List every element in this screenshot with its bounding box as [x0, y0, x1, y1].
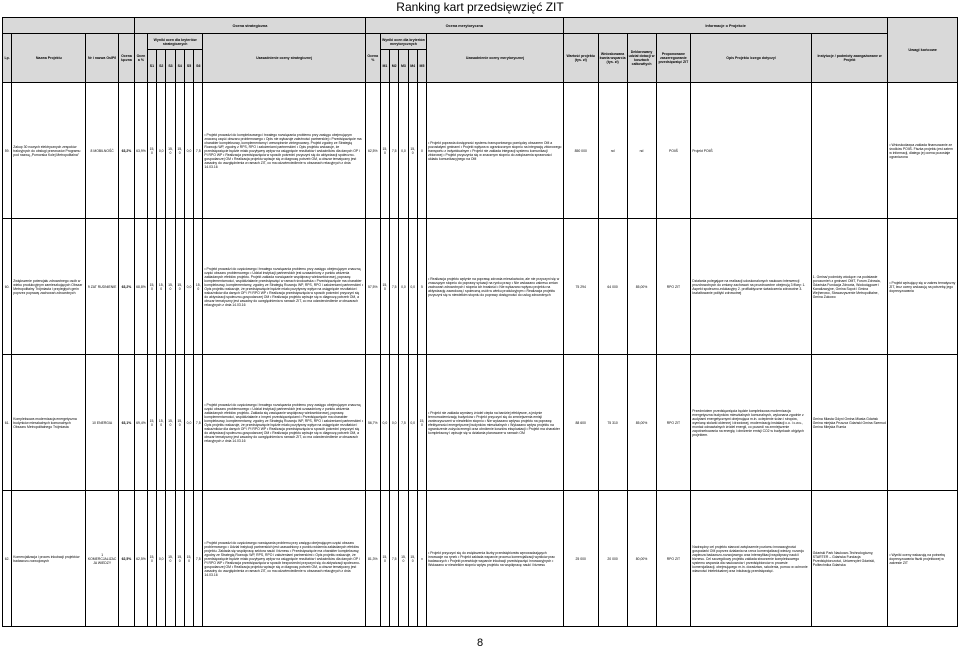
cell-s5: 0,0: [184, 219, 193, 355]
cell-s1: 15,0: [147, 355, 156, 491]
cell-m-justify: • Projekt poprawia dostępność systemu transportowego pomiędzy obszarem OM a pozostałymi gminami • Projekt wpływa w ograniczonym stopniu na integrację zbiorowego transportu z indywidualnym • Projekt nie zakłada integracji systemu komunikacji zbiorowej • Projekt przyczynia się w znacznym stopniu do zwiększenia sprawności układu komunikacyjnego na OM: [427, 83, 564, 219]
col-priority: Proponowane zaszeregowanie przedsięwzięć ZIT: [656, 34, 691, 83]
cell-share: nd: [627, 83, 656, 219]
cell-institutions: 1. Gmina/ podmioty wiodące: na podstawie porozumień z gminami OMT, Forum Zdrowia, Gdańska Fundacja Zdrowia, Wodociągowe i Kanalizacyjne, Gmina Sopot i Gmina Wejherowo, Stowarzyszenie Metropolitalne, Gmina Żukowo: [811, 219, 888, 355]
col-s6: S6: [194, 50, 203, 83]
cell-total: 63,1%: [118, 355, 134, 491]
table-body: [3, 83, 958, 627]
col-s2: S2: [157, 50, 166, 83]
col-applicant: Nr i nazwa OsIP/I: [86, 34, 118, 83]
cell-requested: 75 310: [598, 355, 627, 491]
group-empty: [3, 18, 135, 34]
cell-m3: 0,0: [399, 83, 408, 219]
col-m-score: Ocena %: [365, 34, 380, 83]
cell-m1: 15,0: [380, 83, 389, 219]
cell-m1: 15,0: [380, 491, 389, 627]
cell-share: 85,00%: [627, 355, 656, 491]
cell-s1: 15,0: [147, 219, 156, 355]
cell-s-score: 62,5%: [135, 491, 148, 627]
cell-institutions: [811, 83, 888, 219]
col-m2: M2: [390, 50, 399, 83]
cell-m-justify: • Projekt nie zakłada wymiany źródeł ciepła na bardziej efektywne, a jedynie termomodernizację budynków • Projekt przyczyni się do zmniejszenia emisji zanieczyszczeń w niewielkim stopniu • Nie wykazano wpływu projektu na poprawę efektywności energetycznej budynków mieszkalnych • Wykazano wpływ projektu na ograniczenie zużycia energii oraz obniżenie kosztów eksploatacji • Projekt ma charakter kompleksowy i wpisuje się w działania planowane w ramach OM: [427, 355, 564, 491]
cell-applicant: 10 ENERGIA: [86, 355, 118, 491]
cell-requested: nd: [598, 83, 627, 219]
cell-s2: 15,0: [157, 219, 166, 355]
cell-m4: 0,0: [408, 219, 417, 355]
cell-value: 75 294: [563, 219, 598, 355]
cell-desc: Działania polegające na realizacji udoskonalonych naukowo interwencji prozdrowotnych do zmiany zachowań na prozdrowotne obejmują 3 filary: 1. Aspekt społeczno-edukacyjny 2. profilaktyczne świadczenia zdrowotne 3. kształtowanie polityki zdrowotnej: [691, 219, 812, 355]
group-merit: Ocena merytoryczna: [365, 18, 563, 34]
cell-m2: 0,0: [390, 355, 399, 491]
cell-desc: Projekt POIiŚ: [691, 83, 812, 219]
cell-s-justify: • Projekt prowadzi do kompleksowego i trwałego rozwiązania problemu przy zasięgu obejmującym znaczną część obszaru problemowego • Opis nie wykazuje zależności partnerskiej • Przedsięwzięcie ma charakter kompleksowy, komplementarny i wewnętrznie zintegrowany. Projekt zgodny ze Strategią Rozwoju WP, zgodny z RPS, RPO i założeniami partnerskimi • Opis projektu wskazuje, że przedsięwzięcie będzie miało pozytywny wpływ na osiągnięcie rezultatów i wskaźników dla danych OP i PI RPO WP • Realizacja przedsięwzięcia w sposób pośredni przyczyni się do aktywizacji społeczno-gospodarczej OM • Realizacja projektu wpisuje się w diagnozę potrzeb OM, a obszar tematyczny jest zasadny do uwzględnienia w ramach ZIT, co ma odzwierciedlenie w obszarach relacyjnych z dnia 14.03.16: [203, 83, 365, 219]
col-s5: S5: [184, 50, 193, 83]
cell-m1: 0,0: [380, 355, 389, 491]
cell-lp: 61.: [3, 355, 12, 491]
cell-s3: 15,0: [166, 83, 175, 219]
group-info: Informacje o Projekcie: [563, 18, 887, 34]
col-requested: Wnioskowana kwota wsparcia (tys. zł): [598, 34, 627, 83]
cell-s2: 0,0: [157, 491, 166, 627]
cell-s2: 15,0: [157, 355, 166, 491]
ranking-table: [2, 17, 958, 627]
col-value: Wartość projektu (tys. zł): [563, 34, 598, 83]
cell-s4: 15,0: [175, 83, 184, 219]
cell-s3: 15,0: [166, 355, 175, 491]
cell-institutions: Gdański Park Naukowo-Technologiczny, STARTER – Gdańska Fundacja Przedsiębiorczości, Uniwersytet Gdański, Politechnika Gdańska: [811, 491, 888, 627]
cell-m-score: 62,5%: [365, 83, 380, 219]
cell-s3: 15,0: [166, 491, 175, 627]
cell-project-name: Kompleksowa modernizacja energetyczna budynków mieszkalnych komunalnych Obszaru Metropolitalnego Trójmiasta: [12, 355, 86, 491]
col-total: Ocena łączna: [118, 34, 134, 83]
col-s1: S1: [147, 50, 156, 83]
cell-share: 85,00%: [627, 219, 656, 355]
cell-s6: 15,0: [194, 219, 203, 355]
cell-desc: Przedmiotem przedsięwzięcia będzie kompleksowa modernizacja energetyczna budynków mieszkalnych komunalnych, wykonana zgodnie z audytami energetycznymi obejmująca m.in. ocieplenie ścian i stropów, wymianę stolarki okiennej i drzwiowej, modernizację instalacji c.o. i c.w.u., montaż odnawialnych źródeł energii, co pozwoli na zmniejszenie zapotrzebowania na energię i obniżenie emisji CO2 w budynkach objętych projektem.: [691, 355, 812, 491]
cell-s5: 0,0: [184, 83, 193, 219]
cell-applicant: 9 ZAT RUDNIENIE: [86, 219, 118, 355]
col-lp: Lp.: [3, 34, 12, 83]
cell-priority: RPO ZIT: [656, 491, 691, 627]
col-m1: M1: [380, 50, 389, 83]
page-title: Ranking kart przedsięwzięć ZIT: [396, 0, 564, 14]
cell-project-name: Zakup 30 nowych elektrycznych zespołów trakcyjnych do obsługi przewozów Programu pod nazwą „Pomorska Kolej Metropolitalna”: [12, 83, 86, 219]
col-s-results: Wyniki ocen dla kryteriów strategicznych: [147, 34, 203, 50]
cell-s-score: 63,9%: [135, 83, 148, 219]
cell-m3: 0,0: [399, 219, 408, 355]
cell-m5: x: [417, 491, 426, 627]
table-row: [3, 83, 958, 219]
cell-m2: 7,5: [390, 491, 399, 627]
cell-m3: 15,0: [399, 491, 408, 627]
cell-m-score: 56,7%: [365, 355, 380, 491]
cell-value: 88 600: [563, 355, 598, 491]
col-m4: M4: [408, 50, 417, 83]
cell-priority: RPO ZIT: [656, 219, 691, 355]
cell-lp: 59.: [3, 83, 12, 219]
cell-m5: 0: [417, 83, 426, 219]
cell-s-justify: • Projekt prowadzi do częściowego i trwałego rozwiązania problemu przy zasięgu obejmującym znaczną część obszaru problemowego • Udział instytucji partnerskich jest uzasadniony z punktu widzenia zakładanych efektów projektu. Projekt zakłada rozwiązanie współpracy wielosektorowej, poprawę komplementarności, współdziałanie przedsięwzięć w ramach środowiska • Przedsięwzięcie ma charakter kompleksowy, komplementarny, zgodny ze Strategią Rozwoju WP, RPS, RPO i założeniami partnerskimi • Opis projektu wskazuje, że przedsięwzięcie będzie miało pozytywny wpływ na osiągnięcie rezultatów i wskaźników dla danych OP i PI RPO WP • Realizacja przedsięwzięcia w sposób pośredni przyczyni się do aktywizacji społeczno-gospodarczej OM • Realizacja projektu wpisuje się w diagnozę potrzeb OM, a obszar tematyczny jest zasadny do uwzględnienia w ramach ZIT, co ma odzwierciedlenie w obszarach relacyjnych z dnia 14.03.16: [203, 219, 365, 355]
cell-priority: POIiŚ: [656, 83, 691, 219]
cell-s1: 15,0: [147, 83, 156, 219]
cell-project-name: Komercjalizacja i proces inkubacji projektów badawczo-rozwojowych: [12, 491, 86, 627]
col-s-justify: Uzasadnienie oceny strategicznej: [203, 34, 365, 83]
cell-value: 850 000: [563, 83, 598, 219]
col-m5: M5: [417, 50, 426, 83]
cell-s3: 15,0: [166, 219, 175, 355]
cell-s5: 15,0: [184, 491, 193, 627]
cell-remarks: [888, 355, 958, 491]
cell-requested: 20 000: [598, 491, 627, 627]
table-row: [3, 491, 958, 627]
col-s3: S3: [166, 50, 175, 83]
cell-m5: 5: [417, 219, 426, 355]
cell-m-justify: • Projekt przyczyni się do zwiększenia liczby przedsiębiorstw wprowadzających innowacje na rynek • Projekt zakłada wsparcie procesu komercjalizacji wyników prac badawczych • Projekt przewiduje wsparcie inkubacji przedsięwzięć innowacyjnych • Wskazano w niewielkim stopniu wpływ projektu na współpracę nauki i biznesu: [427, 491, 564, 627]
cell-total: 63,2%: [118, 83, 134, 219]
cell-s-score: 69,4%: [135, 355, 148, 491]
cell-m5: 15,0: [417, 355, 426, 491]
cell-priority: RPO ZIT: [656, 355, 691, 491]
cell-m-score: 57,5%: [365, 219, 380, 355]
cell-m-score: 81,3%: [365, 491, 380, 627]
cell-remarks: • Wyniki oceny wskazują na potrzebę doprecyzowania fiszki projektowej w zakresie ZIT: [888, 491, 958, 627]
cell-m2: 7,5: [390, 219, 399, 355]
cell-s2: 0,0: [157, 83, 166, 219]
cell-requested: 64 000: [598, 219, 627, 355]
cell-s5: 0,0: [184, 355, 193, 491]
cell-s1: 15,0: [147, 491, 156, 627]
cell-s-justify: • Projekt prowadzi do częściowego rozwiązania problemu przy zasięgu obejmującym część obszaru problemowego • Udział instytucji partnerskich jest uzasadniony z punktu widzenia zakładanych efektów projektu. Zakłada się współpracę sektora nauki i biznesu • Przedsięwzięcie ma charakter kompleksowy, zgodny ze Strategią Rozwoju WP, RPS, RPO i założeniami partnerskimi • Opis projektu wskazuje, że przedsięwzięcie będzie miało pozytywny wpływ na osiągnięcie rezultatów i wskaźników dla danych OP i PI RPO WP • Realizacja przedsięwzięcia w sposób bezpośredni przyczyni się do aktywizacji społeczno-gospodarczej OM • Realizacja projektu wpisuje się w diagnozę potrzeb OM, a obszar tematyczny jest zasadny do uwzględnienia w ramach ZIT, co ma odzwierciedlenie w obszarach relacyjnych z dnia 14.03.16: [203, 491, 365, 627]
cell-applicant: 8 MOBILNOŚĆ: [86, 83, 118, 219]
col-institutions: Instytucje / podmioty zaangażowane w Projekt: [811, 34, 888, 83]
col-s4: S4: [175, 50, 184, 83]
cell-lp: 60.: [3, 219, 12, 355]
cell-remarks: • Wnioskodawca zakłada finansowanie ze środków POIiŚ. Fiszka projektu jest zatem w informacji, dlatego jej ocena pozostaje ograniczona: [888, 83, 958, 219]
cell-s6: 7,5: [194, 83, 203, 219]
col-desc: Opis Projektu /czego dotyczy/: [691, 34, 812, 83]
cell-m1: 15,0: [380, 219, 389, 355]
cell-value: 25 000: [563, 491, 598, 627]
cell-project-name: Zwiększenie potencjału zdrowotnego osób w wieku produkcyjnym zamieszkujących Obszar Metropolitalny Trójmiasta i przyległych gmin poprzez poprawę zachowań zdrowotnych: [12, 219, 86, 355]
col-share: Deklarowany udział dotacji w kosztach całkowitych: [627, 34, 656, 83]
cell-s-score: 68,8%: [135, 219, 148, 355]
col-s-score: Ocena %: [135, 34, 148, 83]
col-m3: M3: [399, 50, 408, 83]
cell-s4: 15,0: [175, 355, 184, 491]
cell-m4: 15,0: [408, 491, 417, 627]
cell-s6: 7,5: [194, 491, 203, 627]
cell-m4: 0,0: [408, 355, 417, 491]
cell-remarks: • Projekt wpisujący się w zakres tematyczny ZIT, lecz oceny wskazują na potrzebę jego doprecyzowania: [888, 219, 958, 355]
col-m-justify: Uzasadnienie oceny merytorycznej: [427, 34, 564, 83]
cell-m3: 7,5: [399, 355, 408, 491]
cell-m4: 15,0: [408, 83, 417, 219]
cell-desc: Nadrzędny cel projektu stanowi zwiększenie poziomu innowacyjności gospodarki OM poprzez działania na rzecz komercjalizacji wiedzy, rozwoju zaplecza badawczo-rozwojowego oraz intensyfikacji współpracy nauki i biznesu. Cel szczegółowy projektu zakłada stworzenie kompleksowego systemu wsparcia dla naukowców i przedsiębiorców w procesie komercjalizacji, obejmującego m.in. doradztwo, szkolenia, pomoc w ochronie własności intelektualnej oraz inkubację przedsięwzięć.: [691, 491, 812, 627]
col-project-name: Nazwa Projektu: [12, 34, 86, 83]
col-m-results: Wyniki ocen dla kryteriów merytorycznych: [380, 34, 426, 50]
table-row: [3, 355, 958, 491]
cell-s6: 7,5: [194, 355, 203, 491]
cell-institutions: Gmina Miasta Gdyni Gmina Miasta Gdańsk Gmina miejska Pruszcz Gdański Gmina Szemud Gmina Miejska Rumia: [811, 355, 888, 491]
group-strategic: Ocena strategiczna: [135, 18, 366, 34]
cell-m2: 7,5: [390, 83, 399, 219]
cell-s4: 15,0: [175, 491, 184, 627]
cell-s4: 15,0: [175, 219, 184, 355]
cell-lp: 62.: [3, 491, 12, 627]
cell-total: 63,2%: [118, 219, 134, 355]
cell-m-justify: • Realizacja projektu wpłynie na poprawę zdrowia mieszkańców, ale nie przyczyni się w znaczącym stopniu do poprawy sytuacji na rynku pracy • Nie wskazano zakresu zmian zachowań zdrowotnych i stopnia ich trwałości • Nie wykazano wpływu projektu na aktywizację zawodową i społeczną osób w wieku produkcyjnym • Realizacja projektu przyczyni się w niewielkim stopniu do poprawy dostępności do usług zdrowotnych: [427, 219, 564, 355]
col-remarks: Uwagi końcowe: [888, 18, 958, 83]
cell-share: 80,00%: [627, 491, 656, 627]
cell-total: 62,5%: [118, 491, 134, 627]
cell-applicant: 1 KOMERCJALIZACJA WIEDZY: [86, 491, 118, 627]
table-row: [3, 219, 958, 355]
page-number: 8: [476, 637, 484, 649]
cell-s-justify: • Projekt prowadzi do częściowego i trwałego rozwiązania problemu przy zasięgu obejmującym znaczną część obszaru problemowego • Udział instytucji partnerskich jest uzasadniony z punktu widzenia zakładanych efektów projektu. Zakłada się zawiązanie współpracy wielosektorowej, poprawę komplementarności, współdziałanie z innymi przedsięwzięciami • Przedsięwzięcie ma charakter kompleksowy, komplementarny, zgodny ze Strategią Rozwoju WP, RPS, RPO i założeniami partnerskimi • Opis projektu wskazuje, że przedsięwzięcie będzie miało pozytywny wpływ na osiągnięcie rezultatów i wskaźników dla danych OP i PI RPO WP • Realizacja przedsięwzięcia w sposób pośredni przyczyni się do aktywizacji społeczno-gospodarczej OM • Realizacja projektu wpisuje się w diagnozę potrzeb OM, a obszar tematyczny jest zasadny do uwzględnienia w ramach ZIT, co ma odzwierciedlenie w obszarach relacyjnych z dnia 14.03.16: [203, 355, 365, 491]
